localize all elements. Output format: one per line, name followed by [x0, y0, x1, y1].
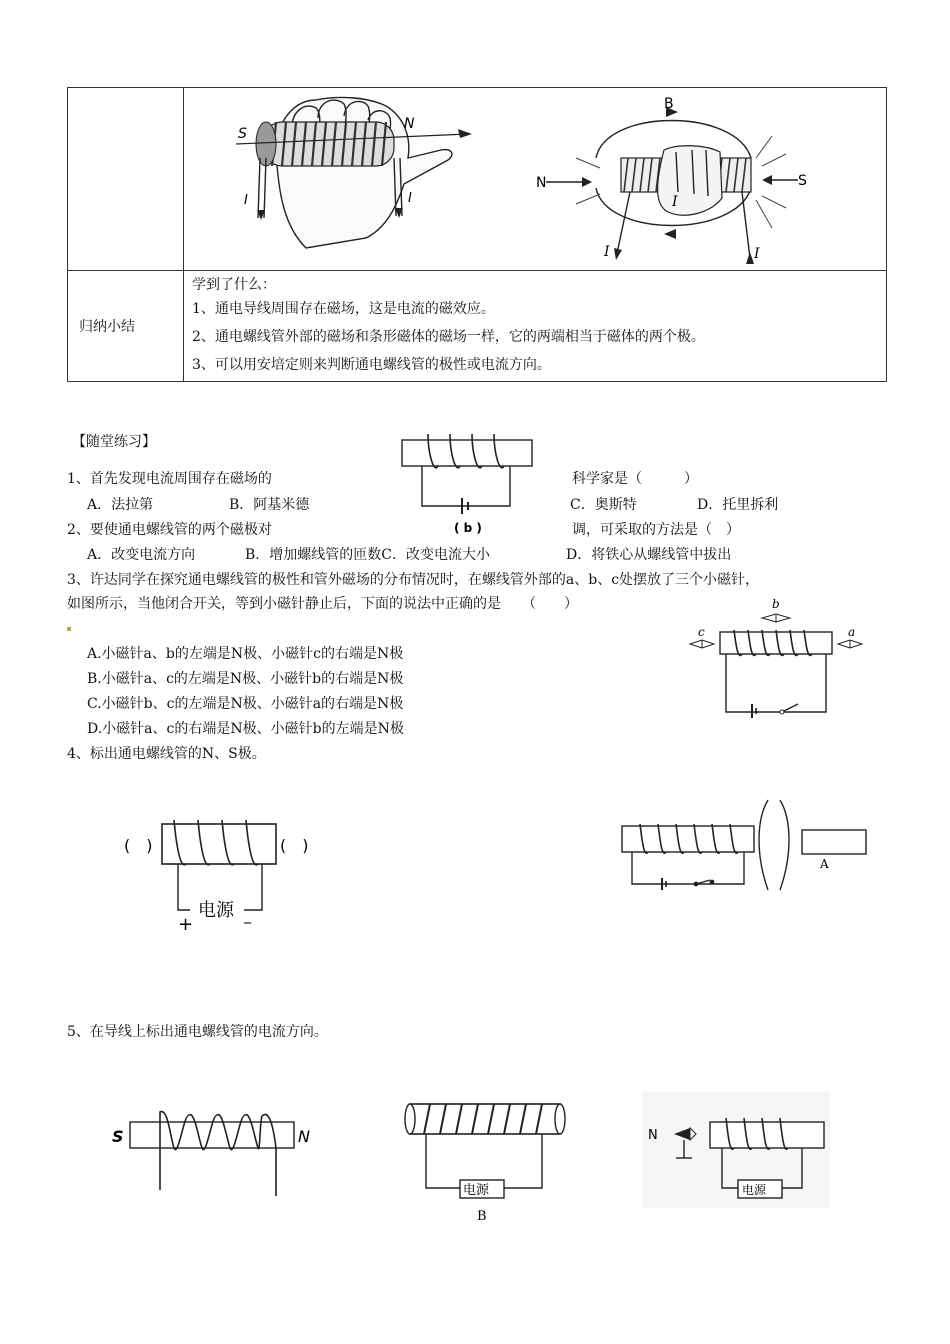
- question-5-stem: 5、在导线上标出通电螺线管的电流方向。: [67, 1024, 328, 1040]
- q5-figure-3: [642, 1092, 830, 1208]
- power-label: 电源: [742, 1183, 767, 1197]
- n-pole-label: N: [404, 116, 415, 132]
- question-2-stem: 2、要使通电螺线管的两个磁极对: [67, 522, 272, 538]
- summary-cell: [184, 271, 887, 382]
- q5-figure-1: [108, 1108, 324, 1198]
- section-heading: 【随堂练习】: [72, 434, 156, 450]
- s-pole-label: S: [112, 1127, 124, 1146]
- compass-n-label: N: [648, 1128, 658, 1143]
- question-3-stem-line1: 3、许达同学在探究通电螺线管的极性和管外磁场的分布情况时，在螺线管外部的a、b、c处摆放了三个小磁针，: [67, 572, 760, 588]
- power-label: 电源: [463, 1183, 490, 1198]
- s-pole-label: S: [238, 126, 247, 142]
- q3-option: A.小磁针a、b的左端是N极、小磁针c的右端是N极: [87, 646, 404, 662]
- q2-option-d: D．将铁心从螺线管中拔出: [566, 547, 732, 563]
- question-2-stem-end: 调，可采取的方法是（ ）: [572, 522, 740, 538]
- q2-option-a: A．改变电流方向: [87, 547, 196, 563]
- s-pole-label: S: [798, 173, 807, 189]
- plus-label: +: [178, 914, 194, 935]
- current-label: I: [754, 246, 760, 262]
- q4-solenoid-magnet-figure: [618, 796, 868, 898]
- q3-option: D.小磁针a、c的右端是N极、小磁针b的左端是N极: [87, 721, 404, 737]
- n-pole-label: N: [298, 1127, 310, 1146]
- figure-label: ( b ): [454, 521, 482, 535]
- b-label: B: [664, 96, 674, 112]
- compass-c-label: c: [698, 625, 705, 639]
- pole-answer-right: ( ): [280, 836, 309, 855]
- q5-figure-2: [402, 1096, 566, 1222]
- current-label: I: [672, 194, 678, 210]
- table-row-label-cell: [68, 271, 184, 382]
- summary-title: 学到了什么：: [192, 277, 276, 293]
- magnet-a-label: A: [820, 857, 829, 871]
- compass-b-label: b: [772, 597, 780, 611]
- compass-a-label: a: [848, 625, 856, 639]
- question-1-stem-end: 科学家是（ ）: [572, 471, 698, 487]
- q3-solenoid-figure: [686, 596, 866, 720]
- pole-answer-left: ( ): [124, 836, 153, 855]
- current-label: I: [604, 244, 610, 260]
- figure-b-label: B: [477, 1209, 487, 1224]
- q1-option-d: D．托里拆利: [697, 497, 779, 513]
- q1-option-b: B．阿基米德: [229, 497, 310, 513]
- margin-mark: [67, 627, 71, 631]
- solenoid-field-figure: [536, 88, 806, 268]
- current-label: I: [408, 191, 412, 206]
- summary-point: 3、可以用安培定则来判断通电螺线管的极性或电流方向。: [192, 357, 551, 373]
- question-1-stem: 1、首先发现电流周围存在磁场的: [67, 471, 272, 487]
- current-label: I: [244, 193, 248, 208]
- q4-solenoid-power-figure: [116, 814, 326, 934]
- row-label: 归纳小结: [79, 319, 135, 335]
- q1-option-a: A．法拉第: [87, 497, 154, 513]
- question-3-stem-line2: 如图所示，当他闭合开关，等到小磁针静止后，下面的说法中正确的是 （ ）: [67, 596, 578, 612]
- table-cell-empty: [68, 88, 184, 271]
- n-pole-label: N: [536, 175, 547, 191]
- q3-option: B.小磁针a、c的左端是N极、小磁针b的右端是N极: [87, 671, 404, 687]
- power-label: 电源: [198, 900, 234, 921]
- summary-point: 1、通电导线周围存在磁场，这是电流的磁效应。: [192, 301, 495, 317]
- q2-option-bc: B．增加螺线管的匝数C．改变电流大小: [245, 547, 490, 563]
- solenoid-figure-b: [398, 434, 538, 538]
- minus-label: _: [244, 908, 251, 924]
- right-hand-rule-figure: [236, 88, 486, 268]
- q1-option-c: C．奥斯特: [570, 497, 637, 513]
- figures-cell: [184, 88, 887, 271]
- summary-table: [67, 87, 887, 382]
- summary-point: 2、通电螺线管外部的磁场和条形磁体的磁场一样，它的两端相当于磁体的两个极。: [192, 329, 705, 345]
- q3-option: C.小磁针b、c的左端是N极、小磁针a的右端是N极: [87, 696, 404, 712]
- question-4-stem: 4、标出通电螺线管的N、S极。: [67, 746, 266, 762]
